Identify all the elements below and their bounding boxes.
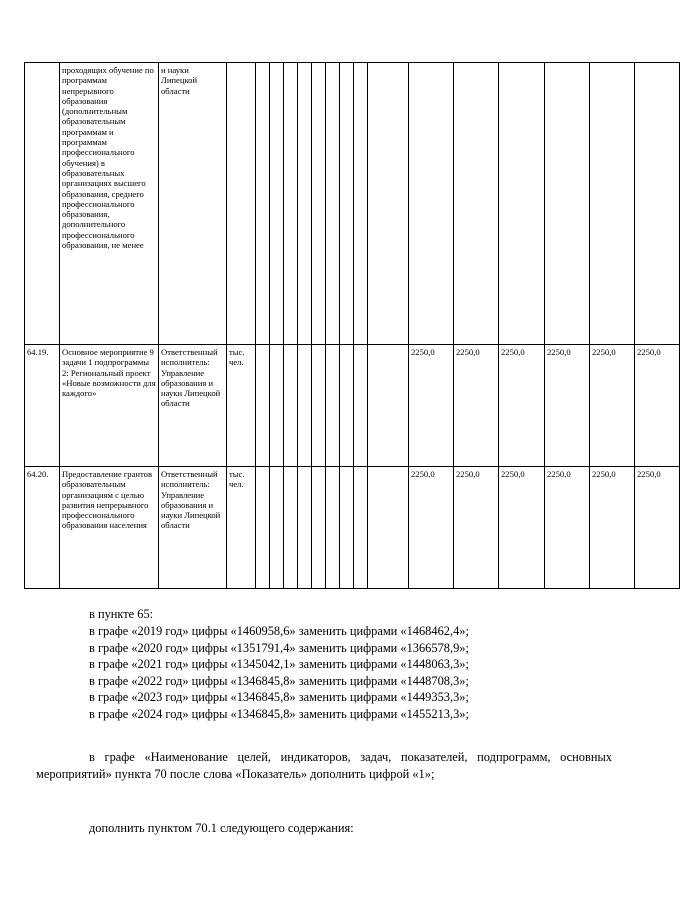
empty-cell bbox=[312, 63, 326, 345]
row-number: 64.20. bbox=[25, 467, 60, 589]
row-unit: тыс. чел. bbox=[227, 467, 256, 589]
value-2022: 2250,0 bbox=[545, 467, 590, 589]
row-unit: тыс. чел. bbox=[227, 345, 256, 467]
value-2021 bbox=[499, 63, 545, 345]
value-2020: 2250,0 bbox=[454, 467, 499, 589]
point-70-paragraph: в графе «Наименование целей, индикаторов, задач, показателей, подпрограмм, основных мероприятий» пункта 70 после слова «Показатель» дополнить цифрой «1»; bbox=[36, 750, 612, 781]
row-name: проходящих обучение по программам непрерывного образования (дополнительным образовательным программам и программам профессионального обучения) в образовательных организациях высшего образования, среднего профессионального образования, дополнительного профессионального образования, не менее bbox=[60, 63, 159, 345]
row-executor: и науки Липецкой области bbox=[159, 63, 227, 345]
table-row bbox=[25, 467, 680, 589]
row-unit bbox=[227, 63, 256, 345]
empty-cell bbox=[326, 467, 340, 589]
empty-cell bbox=[284, 467, 298, 589]
empty-cell bbox=[340, 467, 354, 589]
empty-cell bbox=[368, 467, 409, 589]
empty-cell bbox=[298, 345, 312, 467]
empty-cell bbox=[256, 63, 270, 345]
empty-cell bbox=[284, 345, 298, 467]
empty-cell bbox=[368, 63, 409, 345]
value-2023: 2250,0 bbox=[590, 467, 635, 589]
value-2019: 2250,0 bbox=[409, 345, 454, 467]
empty-cell bbox=[340, 345, 354, 467]
empty-cell bbox=[354, 467, 368, 589]
value-2019: 2250,0 bbox=[409, 467, 454, 589]
empty-cell bbox=[354, 63, 368, 345]
row-number bbox=[25, 63, 60, 345]
change-line-2024: в графе «2024 год» цифры «1346845,8» заменить цифрами «1455213,3»; bbox=[89, 706, 469, 721]
value-2023: 2250,0 bbox=[590, 345, 635, 467]
value-2024: 2250,0 bbox=[635, 467, 680, 589]
change-line-2021: в графе «2021 год» цифры «1345042,1» заменить цифрами «1448063,3»; bbox=[89, 657, 469, 672]
value-2022 bbox=[545, 63, 590, 345]
empty-cell bbox=[298, 63, 312, 345]
empty-cell bbox=[312, 467, 326, 589]
empty-cell bbox=[256, 467, 270, 589]
empty-cell bbox=[284, 63, 298, 345]
change-line-2023: в графе «2023 год» цифры «1346845,8» заменить цифрами «1449353,3»; bbox=[89, 690, 469, 705]
change-line-2019: в графе «2019 год» цифры «1460958,6» заменить цифрами «1468462,4»; bbox=[89, 624, 469, 638]
empty-cell bbox=[298, 467, 312, 589]
value-2023 bbox=[590, 63, 635, 345]
point-65-intro: в пункте 65: bbox=[89, 607, 154, 621]
value-2024: 2250,0 bbox=[635, 345, 680, 467]
empty-cell bbox=[256, 345, 270, 467]
row-name: Основное мероприятие 9 задачи 1 подпрограммы 2: Региональный проект «Новые возможности для каждого» bbox=[60, 345, 159, 467]
value-2022: 2250,0 bbox=[545, 345, 590, 467]
value-2021: 2250,0 bbox=[499, 345, 545, 467]
empty-cell bbox=[270, 63, 284, 345]
point-65-changes bbox=[36, 623, 616, 723]
change-line-2020: в графе «2020 год» цифры «1351791,4» заменить цифрами «1366578,9»; bbox=[89, 640, 469, 655]
table-row bbox=[25, 345, 680, 467]
value-2020: 2250,0 bbox=[454, 345, 499, 467]
value-2019 bbox=[409, 63, 454, 345]
row-executor: Ответственный исполнитель: Управление образования и науки Липецкой области bbox=[159, 467, 227, 589]
row-name: Предоставление грантов образовательным организациям с целью развития непрерывного профессионального образования населения bbox=[60, 467, 159, 589]
table-row bbox=[25, 63, 680, 345]
indicators-table bbox=[24, 62, 680, 589]
empty-cell bbox=[340, 63, 354, 345]
point-70-1-paragraph: дополнить пунктом 70.1 следующего содержания: bbox=[89, 821, 354, 835]
row-number: 64.19. bbox=[25, 345, 60, 467]
empty-cell bbox=[270, 345, 284, 467]
change-line-2022: в графе «2022 год» цифры «1346845,8» заменить цифрами «1448708,3»; bbox=[89, 673, 469, 688]
value-2021: 2250,0 bbox=[499, 467, 545, 589]
row-executor: Ответственный исполнитель: Управление образования и науки Липецкой области bbox=[159, 345, 227, 467]
empty-cell bbox=[354, 345, 368, 467]
empty-cell bbox=[312, 345, 326, 467]
empty-cell bbox=[326, 63, 340, 345]
value-2024 bbox=[635, 63, 680, 345]
value-2020 bbox=[454, 63, 499, 345]
empty-cell bbox=[326, 345, 340, 467]
empty-cell bbox=[368, 345, 409, 467]
empty-cell bbox=[270, 467, 284, 589]
